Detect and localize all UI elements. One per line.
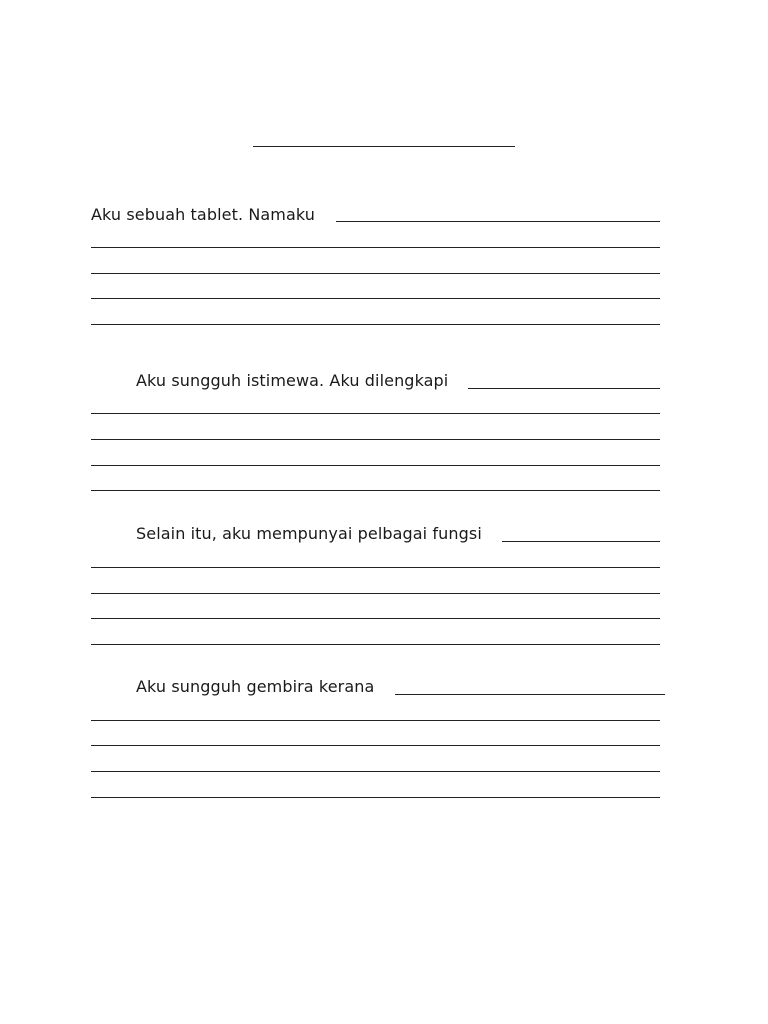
paragraph-2-line-1[interactable] [91, 413, 660, 414]
paragraph-2-line-3[interactable] [91, 465, 660, 466]
paragraph-4-prompt: Aku sungguh gembira kerana [136, 677, 375, 696]
paragraph-1-prompt: Aku sebuah tablet. Namaku [91, 205, 315, 224]
paragraph-3-prompt: Selain itu, aku mempunyai pelbagai fungsi [136, 524, 482, 543]
title-blank-line[interactable] [253, 146, 515, 147]
paragraph-4-line-2[interactable] [91, 745, 660, 746]
paragraph-1-inline-blank[interactable] [336, 221, 660, 222]
paragraph-3-line-1[interactable] [91, 567, 660, 568]
paragraph-1-line-3[interactable] [91, 298, 660, 299]
paragraph-1-line-2[interactable] [91, 273, 660, 274]
paragraph-2-prompt: Aku sungguh istimewa. Aku dilengkapi [136, 371, 449, 390]
paragraph-3-line-4[interactable] [91, 644, 660, 645]
paragraph-2-inline-blank[interactable] [468, 388, 660, 389]
paragraph-4-line-1[interactable] [91, 720, 660, 721]
paragraph-3-line-3[interactable] [91, 618, 660, 619]
paragraph-1-line-1[interactable] [91, 247, 660, 248]
paragraph-3-inline-blank[interactable] [502, 541, 660, 542]
paragraph-1-line-4[interactable] [91, 324, 660, 325]
paragraph-4-inline-blank[interactable] [395, 694, 665, 695]
paragraph-2-line-4[interactable] [91, 490, 660, 491]
paragraph-4-line-3[interactable] [91, 771, 660, 772]
paragraph-3-line-2[interactable] [91, 593, 660, 594]
paragraph-4-line-4[interactable] [91, 797, 660, 798]
paragraph-2-line-2[interactable] [91, 439, 660, 440]
